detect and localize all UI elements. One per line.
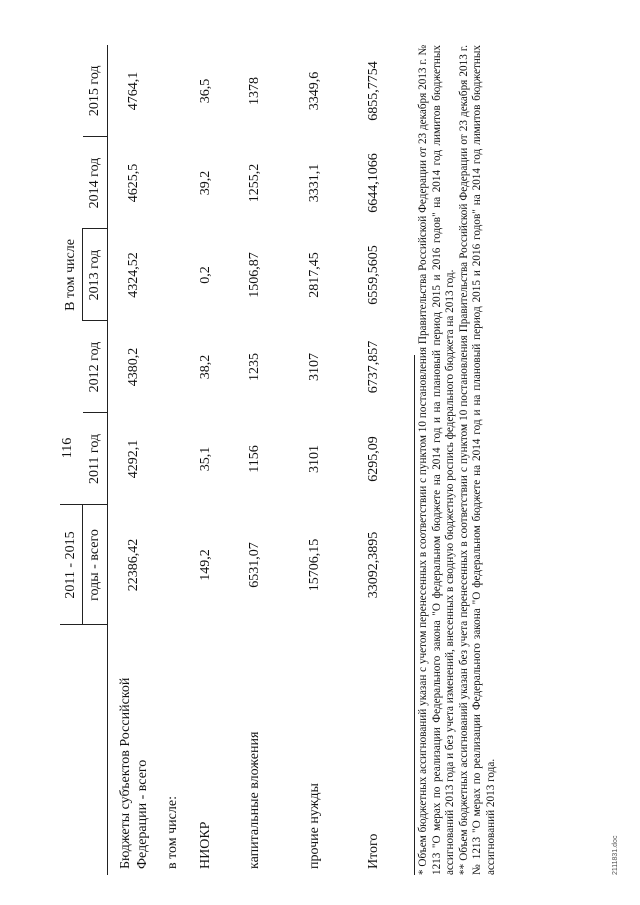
row-label: в том числе: <box>165 796 181 869</box>
row-label: капитальные вложения <box>247 731 263 869</box>
row-value: 4380,2 <box>126 347 141 387</box>
row-value: 1378 <box>247 77 262 105</box>
row-value: 3107 <box>307 353 322 381</box>
row-value: 6644,1066 <box>366 153 381 213</box>
header-period-line1: 2011 - 2015 <box>60 505 83 625</box>
row-value: 4292,1 <box>126 439 141 479</box>
header-name-cell <box>60 625 83 875</box>
row-value: 4324,52 <box>126 252 141 298</box>
header-period-line2: годы - всего <box>83 505 108 625</box>
row-value: 4764,1 <box>126 71 141 111</box>
page-number: 116 <box>60 437 75 459</box>
budget-table <box>60 45 402 875</box>
row-value: 36,5 <box>198 78 213 104</box>
header-spacer <box>83 625 108 875</box>
table-row <box>186 45 226 875</box>
header-year-2013: 2013 год <box>83 229 108 321</box>
footnote-2: ** Объем бюджетных ассигнований указан без учета перенесенных в соответствии с пунктом 10 постановления Правительства Российской Федерации от 23 декабря 2013 г. № 1213 "О мерах по реализации Федерального закона "О федеральном бюджете на 2014 год и на плановый период 2015 и 2016 годов" на 2014 год лимитов бюджетных ассигнований 2013 года. <box>457 45 497 875</box>
row-value: 35,1 <box>198 446 213 472</box>
row-value: 6295,09 <box>366 436 381 482</box>
row-label: Итого <box>366 833 382 869</box>
header-year-2015: 2015 год <box>83 45 108 137</box>
row-value: 3101 <box>307 445 322 473</box>
table-row <box>108 45 161 875</box>
row-value: 1255,2 <box>247 163 262 203</box>
row-total: 149,2 <box>198 549 213 581</box>
row-total: 22386,42 <box>126 538 141 592</box>
row-value: 2817,45 <box>307 252 322 298</box>
header-year-2014: 2014 год <box>83 137 108 229</box>
row-label: Бюджеты субъектов Российской Федерации - всего <box>117 677 150 869</box>
row-label: НИОКР <box>198 821 214 869</box>
table-row <box>226 45 284 875</box>
row-value: 6855,7754 <box>366 61 381 121</box>
row-total: 15706,15 <box>307 538 322 592</box>
row-value: 3349,6 <box>307 71 322 111</box>
row-value: 4625,5 <box>126 163 141 203</box>
row-value: 1506,87 <box>247 252 262 298</box>
row-value: 1235 <box>247 353 262 381</box>
table-row <box>160 45 186 875</box>
row-value: 38,2 <box>198 354 213 380</box>
footnote-1: * Объем бюджетных ассигнований указан с учетом перенесенных в соответствии с пунктом 10 постановления Правительства Российской Федерации от 23 декабря 2013 г. № 1213 "О мерах по реализации Федерального закона "О федеральном бюджете на 2014 год и на плановый период 2015 и 2016 годов" на 2014 год лимитов бюджетных ассигнований 2013 года и без учета изменений, внесенных в сводную бюджетную роспись федерального бюджета на 2013 год. <box>417 45 456 875</box>
row-value: 39,2 <box>198 170 213 196</box>
row-value: 6737,857 <box>366 340 381 394</box>
header-including: В том числе <box>60 229 83 321</box>
document-reference: 2111831.doc <box>612 835 619 875</box>
table-row <box>284 45 346 875</box>
row-total: 33092,3895 <box>366 531 381 599</box>
row-value: 0,2 <box>198 266 213 284</box>
row-value: 3331,1 <box>307 163 322 203</box>
header-year-2011: 2011 год <box>83 413 108 505</box>
header-year-2012: 2012 год <box>83 321 108 413</box>
row-label: прочие нужды <box>307 783 323 869</box>
row-total: 6531,07 <box>247 542 262 588</box>
rotated-content <box>60 45 580 875</box>
table-row-total <box>346 45 402 875</box>
row-value: 1156 <box>247 445 262 473</box>
row-value: 6559,5605 <box>366 245 381 305</box>
